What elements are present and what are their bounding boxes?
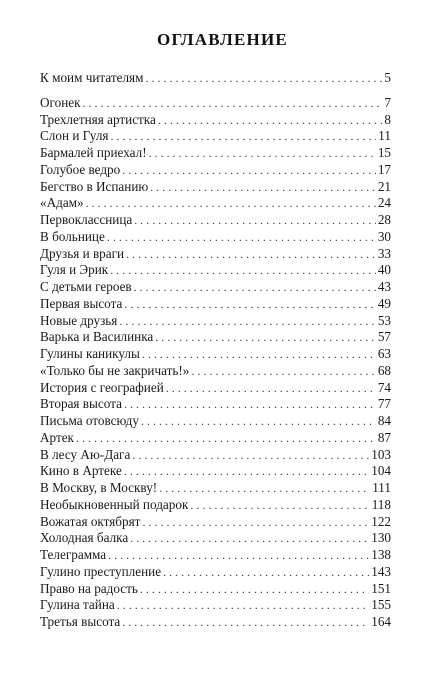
toc-entry-title: Бармалей приехал! (40, 145, 147, 160)
toc-entry (40, 514, 391, 531)
toc-entry (40, 329, 391, 346)
toc-entry-title: Холодная балка (40, 530, 129, 546)
toc-entry-page-number: 87 (377, 429, 391, 445)
toc-entry (40, 564, 391, 581)
toc-entry-page-number: 138 (371, 547, 391, 562)
toc-entry (40, 614, 391, 631)
toc-entry-title: С детьми героев (40, 279, 132, 294)
toc-entry-title: Первая высота (40, 295, 123, 311)
toc-entry-title: В Москву, в Москву! (40, 480, 158, 495)
dot-leader (145, 70, 382, 87)
dot-leader (141, 413, 376, 430)
toc-entry (40, 246, 391, 263)
toc-entry-page-number: 28 (377, 212, 391, 227)
toc-entry (40, 145, 391, 162)
dot-leader (124, 296, 375, 313)
toc-entry-title: Бегство в Испанию (40, 178, 149, 194)
toc-entry (40, 162, 391, 179)
toc-entry (40, 497, 391, 514)
toc-entry (40, 396, 391, 413)
toc-entry-title: «Только бы не закричать!» (40, 362, 190, 378)
toc-entry (40, 346, 391, 363)
toc-entry (40, 313, 391, 330)
dot-leader (132, 447, 369, 464)
dot-leader (110, 262, 376, 279)
dot-leader (163, 564, 369, 581)
toc-entry-title: Друзья и враги (40, 245, 125, 261)
toc-entry (40, 112, 391, 129)
dot-leader (86, 195, 376, 212)
toc-entry-title: Гулино преступление (40, 563, 162, 579)
toc-entry-title: Новые друзья (40, 312, 118, 328)
toc-entry (40, 279, 391, 296)
dot-leader (122, 162, 376, 179)
toc-entry-page-number: 68 (377, 362, 391, 378)
toc-entry-page-number: 5 (384, 70, 391, 85)
toc-entry-page-number: 122 (371, 513, 391, 529)
toc-entry-title: Право на радость (40, 580, 138, 596)
toc-entry-page-number: 7 (384, 94, 391, 110)
toc-entry (40, 95, 391, 112)
toc-entry-page-number: 155 (371, 597, 391, 613)
toc-entry-title: Артек (40, 429, 74, 445)
toc-entry (40, 530, 391, 547)
dot-leader (166, 380, 376, 397)
toc-entry-page-number: 15 (377, 145, 391, 160)
toc-entry-title: Слон и Гуля (40, 128, 109, 144)
toc-entry-title: Кино в Артеке (40, 463, 122, 479)
toc-entry (40, 547, 391, 564)
toc-entry-page-number: 21 (377, 178, 391, 194)
dot-leader (108, 547, 369, 564)
toc-entry-page-number: 77 (377, 396, 391, 412)
toc-entry-title: В больнице (40, 228, 105, 244)
page-title: ОГЛАВЛЕНИЕ (157, 30, 288, 49)
toc-entry-page-number: 130 (371, 530, 391, 546)
dot-leader (122, 614, 369, 631)
toc-entry-title: К моим читателям (40, 70, 144, 85)
toc-entry-page-number: 63 (377, 346, 391, 361)
toc-entry-title: Телеграмма (40, 547, 107, 562)
dot-leader (124, 396, 376, 413)
toc-entry-page-number: 8 (384, 111, 391, 127)
dot-leader (107, 229, 376, 246)
dot-leader (140, 581, 369, 598)
toc-entry-title: «Адам» (40, 195, 84, 211)
dot-leader (76, 430, 376, 447)
dot-leader (142, 346, 376, 363)
toc-entry-page-number: 84 (377, 413, 391, 428)
toc-entry-page-number: 118 (371, 496, 391, 512)
dot-leader (126, 246, 376, 263)
toc-entry (40, 195, 391, 212)
dot-leader (130, 530, 369, 547)
dot-leader (117, 597, 369, 614)
toc-entry (40, 430, 391, 447)
toc-entry-page-number: 111 (372, 480, 391, 495)
toc-entry (40, 463, 391, 480)
toc-entry-page-number: 43 (377, 279, 391, 294)
toc-entry (40, 413, 391, 430)
toc-entry (40, 363, 391, 380)
toc-entry-title: Необыкновенный подарок (40, 496, 189, 512)
toc-entry (40, 480, 391, 497)
dot-leader (119, 313, 375, 330)
toc-entry (40, 212, 391, 229)
toc-entry-title: Гулины каникулы (40, 346, 140, 361)
table-of-contents (40, 70, 391, 631)
dot-leader (83, 95, 383, 112)
dot-leader (155, 329, 376, 346)
dot-leader (190, 497, 369, 514)
dot-leader (110, 128, 376, 145)
toc-entry-page-number: 53 (377, 312, 391, 328)
toc-entry (40, 262, 391, 279)
toc-entry-page-number: 17 (377, 161, 391, 177)
toc-entry-title: Вторая высота (40, 396, 122, 412)
toc-entry (40, 447, 391, 464)
toc-entry-page-number: 104 (371, 463, 391, 479)
dot-leader (124, 463, 369, 480)
dot-leader (191, 363, 375, 380)
dot-leader (149, 145, 376, 162)
toc-entry-page-number: 40 (377, 262, 391, 278)
toc-entry-title: Варька и Василинка (40, 329, 154, 345)
toc-entry-title: Первоклассница (40, 212, 133, 227)
toc-entry-title: Третья высота (40, 614, 121, 629)
toc-entry-page-number: 164 (371, 614, 391, 629)
toc-entry-title: Вожатая октябрят (40, 513, 141, 529)
toc-entry (40, 70, 391, 87)
toc-entry-page-number: 151 (371, 580, 391, 596)
dot-leader (158, 112, 383, 129)
dot-leader (134, 212, 376, 229)
dot-leader (150, 179, 376, 196)
toc-entry-page-number: 11 (378, 128, 391, 144)
toc-entry-page-number: 57 (377, 329, 391, 345)
toc-entry-title: Трехлетняя артистка (40, 111, 156, 127)
toc-entry (40, 581, 391, 598)
dot-leader (159, 480, 370, 497)
toc-entry (40, 179, 391, 196)
toc-entry (40, 128, 391, 145)
toc-entry-title: Гулина тайна (40, 597, 115, 613)
toc-entry (40, 597, 391, 614)
toc-entry-page-number: 74 (377, 379, 391, 395)
toc-entry-page-number: 49 (377, 295, 391, 311)
toc-entry-title: В лесу Аю-Дага (40, 446, 131, 462)
toc-entry (40, 380, 391, 397)
toc-entry (40, 296, 391, 313)
toc-entry-page-number: 103 (371, 446, 391, 462)
toc-entry-page-number: 24 (377, 195, 391, 211)
toc-entry-title: Письма отовсюду (40, 413, 139, 428)
toc-entry-title: Голубое ведро (40, 161, 121, 177)
toc-entry (40, 229, 391, 246)
toc-entry-page-number: 143 (371, 563, 391, 579)
dot-leader (134, 279, 376, 296)
dot-leader (142, 514, 369, 531)
toc-entry-title: Гуля и Эрик (40, 262, 109, 278)
toc-entry-page-number: 33 (377, 245, 391, 261)
toc-entry-page-number: 30 (377, 228, 391, 244)
toc-entry-title: Огонек (40, 94, 81, 110)
toc-entry-title: История с географией (40, 379, 164, 395)
